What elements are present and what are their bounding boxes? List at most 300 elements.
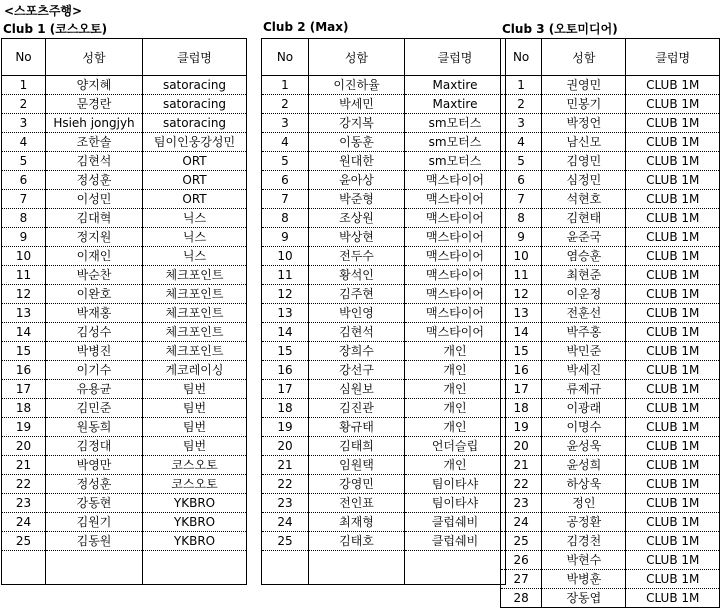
member-name: 김정대: [46, 437, 143, 456]
row-number: 16: [2, 361, 46, 380]
row-number: 25: [501, 532, 542, 551]
member-name: 김현태: [542, 209, 626, 228]
member-name: 김태희: [309, 437, 405, 456]
club-name: 팀번: [143, 399, 247, 418]
row-number: 21: [262, 456, 309, 475]
club-name: 클럽쉐비: [405, 513, 506, 532]
member-name: 이기수: [46, 361, 143, 380]
club-name: CLUB 1M: [626, 76, 720, 95]
column-header: 클럽명: [626, 39, 720, 76]
member-name: 최현준: [542, 266, 626, 285]
member-name: 정성훈: [46, 171, 143, 190]
table-row: [2, 323, 247, 342]
club-name: 맥스타이어: [405, 209, 506, 228]
member-name: 김진관: [309, 399, 405, 418]
club-name: 맥스타이어: [405, 228, 506, 247]
member-name: 정지원: [46, 228, 143, 247]
table-row: [2, 171, 247, 190]
member-name: 심정민: [542, 171, 626, 190]
page-header: <스포츠주행>: [4, 4, 83, 18]
table-row: [501, 152, 720, 171]
row-number: 15: [501, 342, 542, 361]
club-name: ORT: [143, 152, 247, 171]
table-row: [262, 95, 506, 114]
table-row: [501, 228, 720, 247]
table-row: [501, 589, 720, 608]
member-name: 정성훈: [46, 475, 143, 494]
row-number: 18: [2, 399, 46, 418]
member-name: 조한솔: [46, 133, 143, 152]
club-name: 언더슬립: [405, 437, 506, 456]
row-number: 1: [501, 76, 542, 95]
member-name: 강동현: [46, 494, 143, 513]
club-name: CLUB 1M: [626, 380, 720, 399]
club-name: satoracing: [143, 76, 247, 95]
club-name: 맥스타이어: [405, 285, 506, 304]
club-name: 클럽쉐비: [405, 532, 506, 551]
member-name: 김성수: [46, 323, 143, 342]
row-number: 14: [501, 323, 542, 342]
table-row: [262, 228, 506, 247]
row-number: 24: [262, 513, 309, 532]
table-row: [2, 266, 247, 285]
club-table: [500, 38, 720, 608]
member-name: 이광래: [542, 399, 626, 418]
table-row: [501, 399, 720, 418]
member-name: 박병훈: [542, 570, 626, 589]
table-row: [262, 323, 506, 342]
table-row: [262, 399, 506, 418]
row-number: 24: [501, 513, 542, 532]
member-name: 박현수: [542, 551, 626, 570]
club-name: CLUB 1M: [626, 551, 720, 570]
club-name: CLUB 1M: [626, 532, 720, 551]
member-name: 박세민: [309, 95, 405, 114]
table-row: [501, 247, 720, 266]
member-name: 김태호: [309, 532, 405, 551]
row-number: 6: [2, 171, 46, 190]
member-name: 박병진: [46, 342, 143, 361]
table-row: [501, 437, 720, 456]
row-number: 5: [2, 152, 46, 171]
column-header: No: [2, 39, 46, 76]
table-row: [2, 209, 247, 228]
table-row: [501, 494, 720, 513]
table-row: [501, 456, 720, 475]
member-name: 박주홍: [542, 323, 626, 342]
table-row: [2, 342, 247, 361]
member-name: 최재형: [309, 513, 405, 532]
member-name: 윤성희: [542, 456, 626, 475]
table-row: [262, 456, 506, 475]
table-row: [262, 342, 506, 361]
club-name: 닉스: [143, 228, 247, 247]
table-row: [501, 475, 720, 494]
club-name: 체크포인트: [143, 304, 247, 323]
club-name: 개인: [405, 342, 506, 361]
table-row: [501, 76, 720, 95]
row-number: 5: [262, 152, 309, 171]
empty-row: [262, 551, 506, 585]
club-name: ORT: [143, 171, 247, 190]
member-name: 이진하율: [309, 76, 405, 95]
member-name: 김현석: [309, 323, 405, 342]
member-name: 윤아상: [309, 171, 405, 190]
row-number: 4: [2, 133, 46, 152]
member-name: 원동희: [46, 418, 143, 437]
row-number: 21: [2, 456, 46, 475]
row-number: 13: [262, 304, 309, 323]
row-number: 2: [2, 95, 46, 114]
table-header-row: [262, 39, 506, 76]
club-name: 개인: [405, 361, 506, 380]
member-name: 류제규: [542, 380, 626, 399]
member-name: 강지복: [309, 114, 405, 133]
table-row: [262, 494, 506, 513]
club-name: Maxtire: [405, 76, 506, 95]
row-number: 10: [2, 247, 46, 266]
member-name: 민봉기: [542, 95, 626, 114]
table-row: [262, 209, 506, 228]
table-row: [501, 95, 720, 114]
row-number: 9: [501, 228, 542, 247]
empty-cell: [405, 551, 506, 585]
empty-row: [2, 551, 247, 585]
table-row: [262, 266, 506, 285]
row-number: 8: [262, 209, 309, 228]
column-header: No: [501, 39, 542, 76]
member-name: 남신모: [542, 133, 626, 152]
row-number: 3: [262, 114, 309, 133]
table-row: [501, 114, 720, 133]
club-name: 체크포인트: [143, 266, 247, 285]
club-name: CLUB 1M: [626, 228, 720, 247]
table-row: [501, 304, 720, 323]
table-row: [2, 380, 247, 399]
club-name: CLUB 1M: [626, 133, 720, 152]
club-name: 게코레이싱: [143, 361, 247, 380]
row-number: 14: [2, 323, 46, 342]
table-row: [2, 247, 247, 266]
member-name: 박세진: [542, 361, 626, 380]
table-row: [262, 285, 506, 304]
row-number: 16: [262, 361, 309, 380]
club-name: CLUB 1M: [626, 285, 720, 304]
table-row: [2, 95, 247, 114]
club-name: CLUB 1M: [626, 266, 720, 285]
column-header: 성함: [46, 39, 143, 76]
row-number: 24: [2, 513, 46, 532]
club-name: Maxtire: [405, 95, 506, 114]
club-title: Club 3 (오토미디어): [502, 22, 618, 36]
table-row: [2, 437, 247, 456]
club-name: 코스오토: [143, 456, 247, 475]
club-title: Club 1 (코스오토): [3, 22, 108, 36]
row-number: 15: [2, 342, 46, 361]
row-number: 23: [501, 494, 542, 513]
row-number: 3: [2, 114, 46, 133]
member-name: Hsieh jongjyh: [46, 114, 143, 133]
table-header-row: [2, 39, 247, 76]
club-name: ORT: [143, 190, 247, 209]
member-name: 박정언: [542, 114, 626, 133]
member-name: 황석인: [309, 266, 405, 285]
member-name: 박재홍: [46, 304, 143, 323]
row-number: 8: [2, 209, 46, 228]
table-row: [2, 494, 247, 513]
row-number: 25: [2, 532, 46, 551]
empty-cell: [143, 551, 247, 585]
row-number: 10: [501, 247, 542, 266]
member-name: 김동원: [46, 532, 143, 551]
table-row: [501, 323, 720, 342]
club-name: CLUB 1M: [626, 323, 720, 342]
member-name: 김주현: [309, 285, 405, 304]
table-row: [262, 114, 506, 133]
table-row: [2, 190, 247, 209]
row-number: 6: [501, 171, 542, 190]
row-number: 9: [2, 228, 46, 247]
table-row: [262, 133, 506, 152]
table-row: [2, 361, 247, 380]
table-row: [2, 399, 247, 418]
club-name: sm모터스: [405, 152, 506, 171]
table-row: [262, 513, 506, 532]
row-number: 21: [501, 456, 542, 475]
row-number: 13: [501, 304, 542, 323]
member-name: 원대한: [309, 152, 405, 171]
table-header-row: [501, 39, 720, 76]
row-number: 16: [501, 361, 542, 380]
club-name: 팀이인웅강성민: [143, 133, 247, 152]
row-number: 2: [262, 95, 309, 114]
table-row: [262, 190, 506, 209]
row-number: 9: [262, 228, 309, 247]
row-number: 1: [2, 76, 46, 95]
club-name: CLUB 1M: [626, 152, 720, 171]
table-row: [2, 532, 247, 551]
club-name: CLUB 1M: [626, 114, 720, 133]
club-name: 개인: [405, 418, 506, 437]
club-name: CLUB 1M: [626, 475, 720, 494]
club-title: Club 2 (Max): [263, 20, 349, 34]
table-row: [262, 76, 506, 95]
table-row: [501, 361, 720, 380]
member-name: 김경천: [542, 532, 626, 551]
row-number: 27: [501, 570, 542, 589]
club-name: YKBRO: [143, 513, 247, 532]
table-row: [501, 190, 720, 209]
table-row: [262, 475, 506, 494]
member-name: 윤준국: [542, 228, 626, 247]
table-row: [2, 304, 247, 323]
member-name: 조상원: [309, 209, 405, 228]
member-name: 김영민: [542, 152, 626, 171]
row-number: 28: [501, 589, 542, 608]
club-name: 닉스: [143, 247, 247, 266]
row-number: 17: [262, 380, 309, 399]
row-number: 17: [501, 380, 542, 399]
row-number: 4: [501, 133, 542, 152]
table-row: [2, 133, 247, 152]
member-name: 이운정: [542, 285, 626, 304]
member-name: 윤성욱: [542, 437, 626, 456]
table-row: [2, 76, 247, 95]
row-number: 4: [262, 133, 309, 152]
member-name: 박인영: [309, 304, 405, 323]
row-number: 25: [262, 532, 309, 551]
table-row: [262, 152, 506, 171]
table-row: [501, 342, 720, 361]
row-number: 19: [501, 418, 542, 437]
row-number: 5: [501, 152, 542, 171]
member-name: 김대혁: [46, 209, 143, 228]
row-number: 10: [262, 247, 309, 266]
club-name: CLUB 1M: [626, 418, 720, 437]
club-name: 맥스타이어: [405, 190, 506, 209]
row-number: 7: [2, 190, 46, 209]
club-name: 팀번: [143, 437, 247, 456]
member-name: 장동엽: [542, 589, 626, 608]
club-name: sm모터스: [405, 114, 506, 133]
empty-cell: [2, 551, 46, 585]
member-name: 강영민: [309, 475, 405, 494]
table-row: [2, 285, 247, 304]
club-name: 맥스타이어: [405, 171, 506, 190]
column-header: 클럽명: [405, 39, 506, 76]
table-row: [262, 171, 506, 190]
row-number: 20: [501, 437, 542, 456]
row-number: 14: [262, 323, 309, 342]
table-row: [2, 475, 247, 494]
club-name: CLUB 1M: [626, 190, 720, 209]
member-name: 문경란: [46, 95, 143, 114]
row-number: 1: [262, 76, 309, 95]
member-name: 염승훈: [542, 247, 626, 266]
club-name: YKBRO: [143, 494, 247, 513]
club-name: CLUB 1M: [626, 570, 720, 589]
row-number: 22: [501, 475, 542, 494]
row-number: 6: [262, 171, 309, 190]
club-name: CLUB 1M: [626, 171, 720, 190]
club-table: [1, 38, 247, 585]
row-number: 7: [501, 190, 542, 209]
member-name: 전인표: [309, 494, 405, 513]
table-row: [2, 114, 247, 133]
club-name: CLUB 1M: [626, 399, 720, 418]
member-name: 김현석: [46, 152, 143, 171]
table-row: [262, 532, 506, 551]
row-number: 20: [262, 437, 309, 456]
member-name: 심원보: [309, 380, 405, 399]
row-number: 12: [2, 285, 46, 304]
club-name: 체크포인트: [143, 285, 247, 304]
row-number: 7: [262, 190, 309, 209]
club-name: 맥스타이어: [405, 304, 506, 323]
column-header: 클럽명: [143, 39, 247, 76]
member-name: 강선구: [309, 361, 405, 380]
table-row: [501, 418, 720, 437]
member-name: 이성민: [46, 190, 143, 209]
member-name: 박민준: [542, 342, 626, 361]
table-row: [501, 380, 720, 399]
row-number: 22: [262, 475, 309, 494]
table-row: [501, 171, 720, 190]
member-name: 이완호: [46, 285, 143, 304]
club-name: CLUB 1M: [626, 437, 720, 456]
member-name: 박준형: [309, 190, 405, 209]
row-number: 2: [501, 95, 542, 114]
club-name: CLUB 1M: [626, 589, 720, 608]
member-name: 장희수: [309, 342, 405, 361]
table-row: [501, 133, 720, 152]
column-header: 성함: [542, 39, 626, 76]
table-row: [262, 437, 506, 456]
table-row: [2, 418, 247, 437]
club-name: 체크포인트: [143, 342, 247, 361]
row-number: 15: [262, 342, 309, 361]
row-number: 3: [501, 114, 542, 133]
row-number: 8: [501, 209, 542, 228]
club-name: 체크포인트: [143, 323, 247, 342]
row-number: 20: [2, 437, 46, 456]
club-name: 팀이타샤: [405, 494, 506, 513]
club-name: CLUB 1M: [626, 304, 720, 323]
table-row: [501, 551, 720, 570]
row-number: 12: [262, 285, 309, 304]
row-number: 18: [262, 399, 309, 418]
row-number: 12: [501, 285, 542, 304]
table-row: [262, 418, 506, 437]
member-name: 임원택: [309, 456, 405, 475]
member-name: 박상현: [309, 228, 405, 247]
club-name: 개인: [405, 456, 506, 475]
member-name: 하상욱: [542, 475, 626, 494]
column-header: No: [262, 39, 309, 76]
row-number: 17: [2, 380, 46, 399]
member-name: 이재인: [46, 247, 143, 266]
table-row: [262, 304, 506, 323]
column-header: 성함: [309, 39, 405, 76]
table-row: [501, 570, 720, 589]
row-number: 11: [501, 266, 542, 285]
row-number: 23: [2, 494, 46, 513]
member-name: 권영민: [542, 76, 626, 95]
row-number: 19: [262, 418, 309, 437]
member-name: 정인: [542, 494, 626, 513]
club-name: 맥스타이어: [405, 247, 506, 266]
row-number: 19: [2, 418, 46, 437]
row-number: 13: [2, 304, 46, 323]
club-name: 팀이타샤: [405, 475, 506, 494]
member-name: 양지혜: [46, 76, 143, 95]
member-name: 이동훈: [309, 133, 405, 152]
row-number: 18: [501, 399, 542, 418]
table-row: [501, 532, 720, 551]
table-row: [262, 247, 506, 266]
club-name: CLUB 1M: [626, 247, 720, 266]
club-name: 팀번: [143, 418, 247, 437]
club-name: 닉스: [143, 209, 247, 228]
table-row: [262, 380, 506, 399]
club-name: CLUB 1M: [626, 361, 720, 380]
club-name: satoracing: [143, 114, 247, 133]
club-name: sm모터스: [405, 133, 506, 152]
member-name: 이명수: [542, 418, 626, 437]
member-name: 박영만: [46, 456, 143, 475]
member-name: 김원기: [46, 513, 143, 532]
member-name: 유용균: [46, 380, 143, 399]
